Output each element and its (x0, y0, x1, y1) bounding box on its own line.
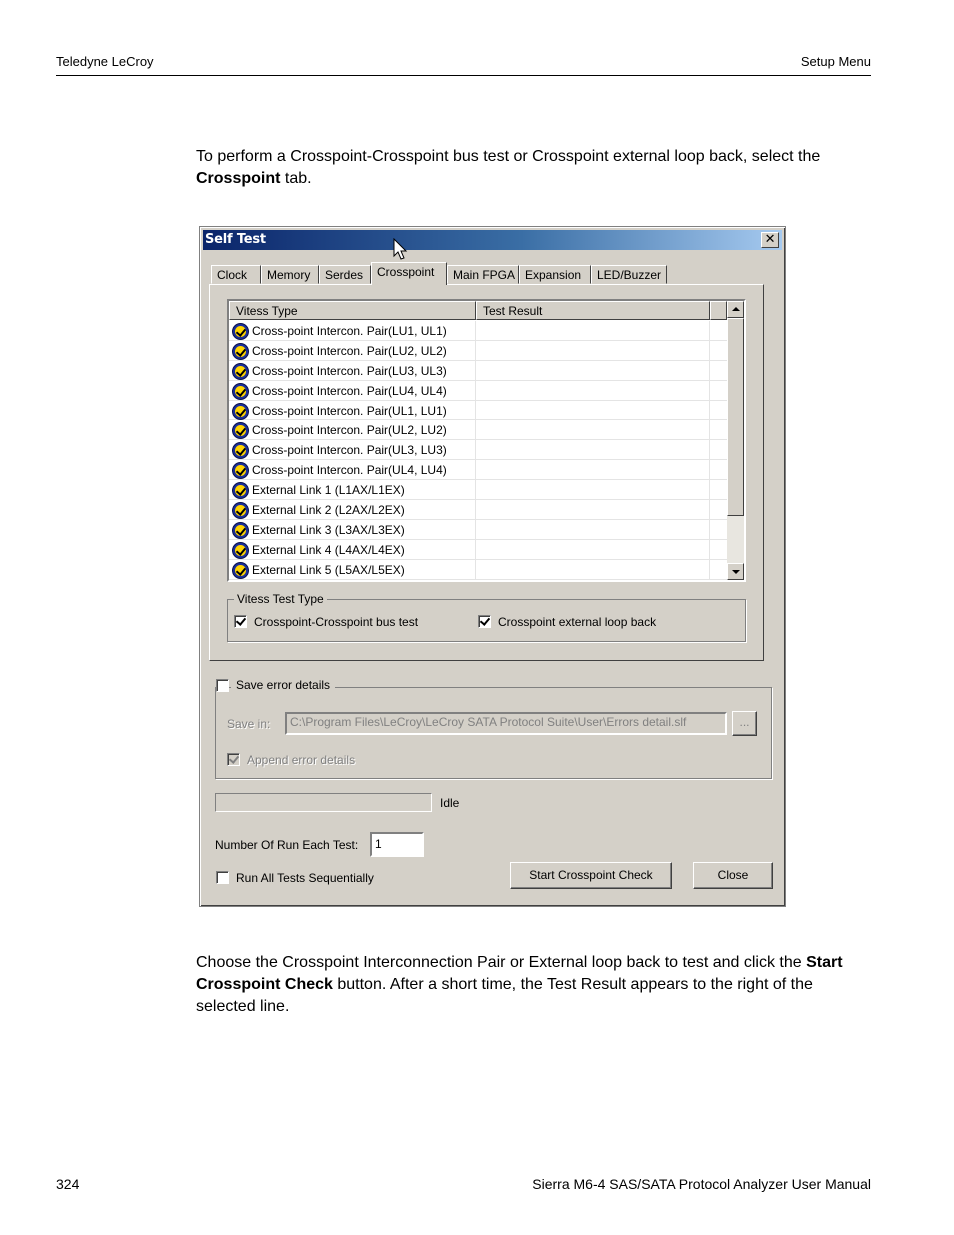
row-label: Cross-point Intercon. Pair(UL3, LU3) (252, 443, 447, 458)
check-badge-icon (232, 462, 249, 479)
test-result-cell (476, 401, 710, 420)
check-badge-icon (232, 442, 249, 459)
table-row[interactable] (229, 381, 727, 401)
vitess-type-cell (229, 460, 476, 479)
table-row[interactable] (229, 480, 727, 500)
table-row[interactable] (229, 321, 727, 341)
check-badge-icon (232, 422, 249, 439)
test-result-cell (476, 440, 710, 459)
test-result-cell (476, 520, 710, 539)
table-row[interactable] (229, 420, 727, 440)
table-row[interactable] (229, 540, 727, 560)
manual-title: Sierra M6-4 SAS/SATA Protocol Analyzer User Manual (532, 1176, 871, 1192)
check-badge-icon (232, 522, 249, 539)
test-result-cell (476, 361, 710, 380)
test-progress-bar (215, 793, 432, 812)
scroll-down-icon[interactable] (727, 563, 744, 580)
tab-expansion[interactable]: Expansion (519, 265, 591, 284)
vitess-type-cell (229, 381, 476, 400)
table-row[interactable] (229, 500, 727, 520)
run-count-label: Number Of Run Each Test: (215, 838, 359, 852)
table-row[interactable] (229, 440, 727, 460)
row-label: Cross-point Intercon. Pair(UL1, LU1) (252, 403, 447, 418)
column-header-vitess-type[interactable]: Vitess Type (229, 301, 476, 320)
check-badge-icon (232, 403, 249, 420)
run-all-checkbox[interactable] (216, 871, 229, 884)
save-in-label: Save in: (227, 717, 271, 731)
check-badge-icon (232, 542, 249, 559)
save-error-label[interactable]: Save error details (231, 678, 335, 692)
save-error-checkbox[interactable] (216, 679, 229, 692)
run-all-label[interactable]: Run All Tests Sequentially (236, 871, 374, 885)
row-label: Cross-point Intercon. Pair(LU3, UL3) (252, 363, 447, 378)
header-section: Setup Menu (800, 54, 871, 69)
test-result-cell (476, 480, 710, 499)
test-result-cell (476, 500, 710, 519)
outro-paragraph (196, 952, 876, 1018)
intro-text: To perform a Crosspoint-Crosspoint bus test or Crosspoint external loop back, select the (196, 148, 821, 165)
vitess-type-cell (229, 361, 476, 380)
tab-main-fpga[interactable]: Main FPGA (447, 265, 519, 284)
outro-text: Choose the Crosspoint Interconnection Pair or External loop back to test and click the (196, 954, 807, 971)
dialog-title: Self Test (205, 232, 266, 247)
column-header-filler (710, 301, 727, 320)
table-row[interactable] (229, 460, 727, 480)
save-path-field[interactable]: C:\Program Files\LeCroy\LeCroy SATA Protocol Suite\User\Errors detail.slf (285, 712, 727, 735)
scroll-up-icon[interactable] (727, 301, 744, 318)
list-header (229, 301, 727, 320)
row-label: External Link 4 (L4AX/L4EX) (252, 542, 405, 557)
table-row[interactable] (229, 560, 727, 580)
row-label: Cross-point Intercon. Pair(UL2, LU2) (252, 423, 447, 438)
check-badge-icon (232, 343, 249, 360)
append-error-label[interactable]: Append error details (247, 753, 356, 767)
list-scrollbar[interactable] (727, 301, 744, 580)
check-badge-icon (232, 502, 249, 519)
close-icon[interactable]: ✕ (761, 232, 779, 248)
row-label: Cross-point Intercon. Pair(LU4, UL4) (252, 383, 447, 398)
outro-text-end: button. After a short time, the Test Result appears to the right of the selected line. (196, 976, 813, 1015)
browse-button[interactable]: ... (732, 711, 757, 736)
table-row[interactable] (229, 361, 727, 381)
vitess-test-list[interactable] (227, 299, 746, 582)
table-row[interactable] (229, 401, 727, 421)
run-count-input[interactable]: 1 (370, 832, 424, 857)
tab-clock[interactable]: Clock (211, 265, 261, 284)
page-header (56, 53, 871, 76)
check-badge-icon (232, 562, 249, 579)
vitess-type-cell (229, 520, 476, 539)
test-result-cell (476, 460, 710, 479)
check-badge-icon (232, 363, 249, 380)
scroll-thumb[interactable] (727, 318, 744, 516)
test-result-cell (476, 540, 710, 559)
row-label: External Link 1 (L1AX/L1EX) (252, 483, 405, 498)
outro-bold: Start Crosspoint Check (196, 954, 843, 993)
column-header-test-result[interactable]: Test Result (476, 301, 710, 320)
tab-led-buzzer[interactable]: LED/Buzzer (591, 265, 667, 284)
tab-serdes[interactable]: Serdes (319, 265, 371, 284)
loop-back-label[interactable]: Crosspoint external loop back (498, 615, 657, 629)
intro-paragraph (196, 146, 876, 190)
row-label: External Link 5 (L5AX/L5EX) (252, 562, 405, 577)
test-result-cell (476, 321, 710, 340)
start-crosspoint-check-button[interactable]: Start Crosspoint Check (510, 862, 672, 889)
status-text: Idle (440, 796, 460, 810)
vitess-type-cell (229, 500, 476, 519)
loop-back-checkbox[interactable] (478, 615, 491, 628)
check-badge-icon (232, 383, 249, 400)
table-row[interactable] (229, 341, 727, 361)
bus-test-label[interactable]: Crosspoint-Crosspoint bus test (254, 615, 419, 629)
vitess-type-cell (229, 401, 476, 420)
vitess-type-cell (229, 420, 476, 439)
row-label: External Link 3 (L3AX/L3EX) (252, 522, 405, 537)
list-rows (229, 321, 727, 580)
check-badge-icon (232, 482, 249, 499)
row-label: Cross-point Intercon. Pair(LU2, UL2) (252, 343, 447, 358)
tab-memory[interactable]: Memory (261, 265, 319, 284)
vitess-type-cell (229, 440, 476, 459)
check-badge-icon (232, 323, 249, 340)
test-result-cell (476, 341, 710, 360)
tab-crosspoint[interactable]: Crosspoint (371, 262, 447, 285)
row-label: Cross-point Intercon. Pair(LU1, UL1) (252, 324, 447, 338)
page-number: 324 (56, 1176, 80, 1192)
vitess-type-cell (229, 341, 476, 360)
row-label: External Link 2 (L2AX/L2EX) (252, 503, 405, 518)
intro-bold: Crosspoint (196, 170, 281, 187)
vitess-type-cell (229, 480, 476, 499)
close-button[interactable]: Close (693, 862, 773, 889)
row-label: Cross-point Intercon. Pair(UL4, LU4) (252, 463, 447, 478)
header-company: Teledyne LeCroy (56, 54, 154, 69)
append-error-checkbox[interactable] (227, 753, 240, 766)
dialog-titlebar[interactable] (203, 230, 782, 250)
vitess-type-cell (229, 321, 476, 340)
test-result-cell (476, 420, 710, 439)
mouse-cursor-icon (393, 238, 409, 262)
vitess-type-cell (229, 540, 476, 559)
vitess-group-legend: Vitess Test Type (234, 592, 327, 606)
test-result-cell (476, 381, 710, 400)
vitess-type-cell (229, 560, 476, 579)
bus-test-checkbox[interactable] (234, 615, 247, 628)
intro-text-end: tab. (280, 170, 312, 187)
test-result-cell (476, 560, 710, 579)
table-row[interactable] (229, 520, 727, 540)
